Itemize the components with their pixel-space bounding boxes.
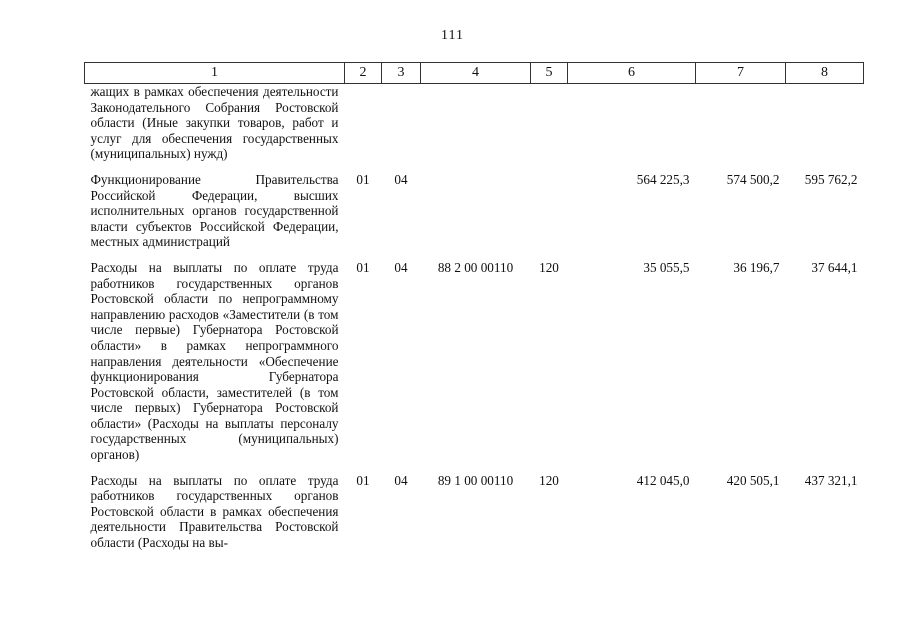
row-amount-col6 <box>568 84 696 172</box>
row-target-article <box>421 84 531 172</box>
page-number: 111 <box>441 28 464 43</box>
table-row <box>85 473 864 561</box>
row-amount-col8: 595 762,2 <box>804 171 858 187</box>
budget-table <box>84 62 864 561</box>
row-subsection <box>382 84 421 172</box>
column-header-6: 6 <box>568 63 696 84</box>
row-section: 01 <box>356 171 370 187</box>
table-row <box>85 172 864 260</box>
row-description: Функционирование Правительства Российской Федерации, высших исполнительных органов государственной власти субъектов Российской Федерации, местных администраций <box>90 171 339 250</box>
row-description: Расходы на выплаты по оплате труда работников государственных органов Ростовской области по непрограммному направлению расходов «Заместители (в том числе первые) Губернатора Ростовской области» в рамках непрограммного направления деятельности «Обеспечение функционирования Губернатора Ростовской области, заместителей (в том числе первых) Губернатора Ростовской области» (Расходы на выплаты персоналу государственных (муниципальных) органов) <box>90 259 339 463</box>
row-target-article <box>421 172 531 260</box>
column-header-1: 1 <box>85 63 345 84</box>
row-amount-col7 <box>696 84 786 172</box>
table-row <box>85 260 864 473</box>
row-expense-type: 120 <box>539 259 559 275</box>
row-expense-type: 120 <box>539 472 559 488</box>
row-section <box>345 84 382 172</box>
row-amount-col6: 412 045,0 <box>636 472 690 488</box>
row-amount-col8: 437 321,1 <box>804 472 858 488</box>
row-expense-type <box>531 172 568 260</box>
row-section: 01 <box>356 472 370 488</box>
table-row <box>85 84 864 172</box>
row-amount-col7: 420 505,1 <box>726 472 780 488</box>
column-header-2: 2 <box>345 63 382 84</box>
row-amount-col7: 36 196,7 <box>733 259 780 275</box>
row-amount-col8: 37 644,1 <box>811 259 858 275</box>
column-header-3: 3 <box>382 63 421 84</box>
row-subsection: 04 <box>394 171 408 187</box>
row-description: Расходы на выплаты по оплате труда работников государственных органов Ростовской области в рамках обеспечения деятельности Правительства Ростовской области (Расходы на вы- <box>90 472 339 551</box>
column-header-4: 4 <box>421 63 531 84</box>
row-amount-col6: 564 225,3 <box>636 171 690 187</box>
column-header-5: 5 <box>531 63 568 84</box>
row-expense-type <box>531 84 568 172</box>
row-target-article: 88 2 00 00110 <box>437 259 514 275</box>
row-section: 01 <box>356 259 370 275</box>
row-subsection: 04 <box>394 472 408 488</box>
column-header-7: 7 <box>696 63 786 84</box>
column-header-8: 8 <box>786 63 864 84</box>
row-description: жащих в рамках обеспечения деятельности Законодательного Собрания Ростовской области (Иные закупки товаров, работ и услуг для обеспечения государственных (муниципальных) нужд) <box>90 84 339 162</box>
row-amount-col7: 574 500,2 <box>726 171 780 187</box>
row-amount-col6: 35 055,5 <box>643 259 690 275</box>
row-subsection: 04 <box>394 259 408 275</box>
row-amount-col8 <box>786 84 864 172</box>
table-header-row <box>85 63 864 84</box>
row-target-article: 89 1 00 00110 <box>437 472 514 488</box>
